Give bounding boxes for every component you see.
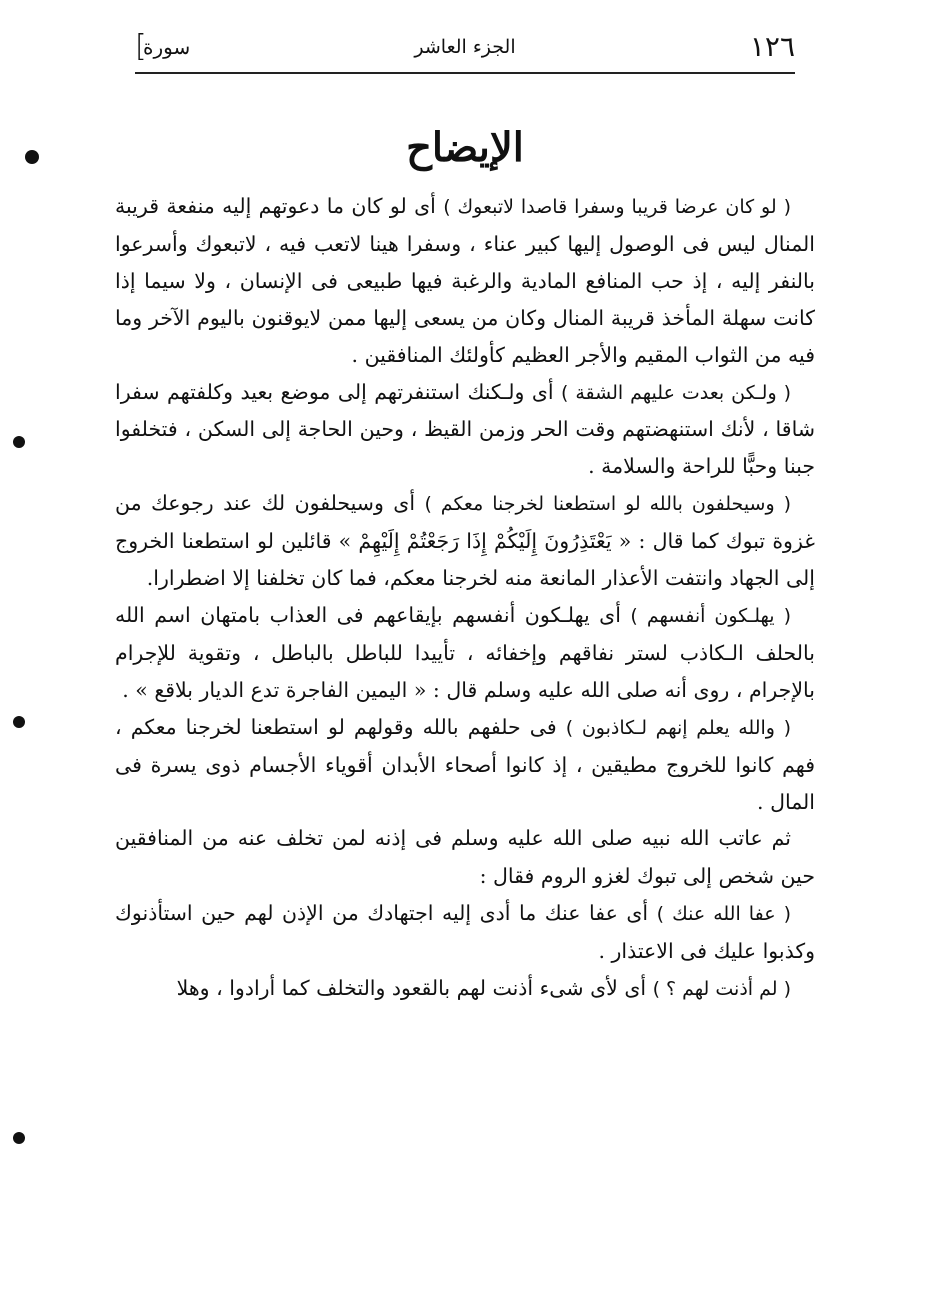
paragraph: [115, 485, 815, 597]
page-header: [135, 30, 795, 70]
paragraph: [115, 895, 815, 970]
paragraph: [115, 820, 815, 895]
paragraph: [115, 970, 815, 1008]
ink-blot-mark: [13, 716, 25, 728]
header-bracket: [: [135, 29, 147, 64]
paragraph-text: أى يهلـكون أنفسهم بإيقاعهم فى العذاب بامتهان اسم الله بالحلف الـكاذب لستر نفاقهم وإخفائه ، تأييدا للباطل بالباطل ، وتقوية للإجرام بالإجرام ، روى أنه صلى الله عليه وسلم قال : « اليمين الفاجرة تدع الديار بلاقع » .: [115, 602, 815, 702]
section-title: الإيضاح: [406, 124, 524, 171]
paragraph: [115, 597, 815, 709]
paragraph: [115, 188, 815, 374]
paragraph-text: أى وسيحلفون لك عند رجوعك من غزوة تبوك كما قال : « يَعْتَذِرُونَ إِلَيْكُمْ إِذَا رَجَعْتُمْ إِلَيْهِمْ » قائلين لو استطعنا الخروج إلى الجهاد وانتفت الأعذار المانعة منه لخرجنا معكم، فما كان تخلفنا إلا اضطرارا.: [115, 491, 815, 591]
body-text: [115, 188, 815, 1008]
header-rule: [135, 72, 795, 74]
quote: ( عفا الله عنك ): [656, 903, 791, 926]
quote: ( يهلـكون أنفسهم ): [630, 604, 791, 627]
page-number: ١٢٦: [749, 30, 795, 63]
quote: ( ولـكن بعدت عليهم الشقة ): [561, 381, 791, 404]
paragraph-text: أى لو كان ما دعوتهم إليه منفعة قريبة المنال ليس فى الوصول إليها كبير عناء ، وسفرا هينا لاتعب فيه ، لاتبعوك وأسرعوا بالنفر إليه ، إذ حب المنافع المادية والرغبة فيها طبيعى فى الإنسان ، ولا سيما إذا كانت سهلة المأخذ قريبة المنال وكان من يسعى إليها ممن لايوقنون باليوم الآخر وما فيه من الثواب المقيم والأجر العظيم كأولئك المنافقين .: [115, 194, 815, 367]
quote: ( والله يعلم إنهم لـكاذبون ): [565, 716, 792, 739]
quote: ( وسيحلفون بالله لو استطعنا لخرجنا معكم ): [424, 493, 791, 516]
paragraph: [115, 374, 815, 486]
surah-label: سورة: [143, 35, 191, 59]
ink-blot-mark: [13, 436, 25, 448]
paragraph: [115, 709, 815, 821]
ink-blot-mark: [25, 150, 39, 164]
ink-blot-mark: [13, 1132, 25, 1144]
paragraph-text: فى حلفهم بالله وقولهم لو استطعنا لخرجنا معكم ، فهم كانوا للخروج مطيقين ، إذ كانوا أصحاء الأبدان أقوياء الأجسام ذوى يسرة فى المال .: [115, 714, 815, 814]
running-title: الجزء العاشر: [414, 36, 516, 58]
quote: ( لو كان عرضا قريبا وسفرا قاصدا لاتبعوك ): [443, 196, 791, 218]
paragraph-text: أى عفا عنك ما أدى إليه اجتهادك من الإذن لهم حين استأذنوك وكذبوا عليك فى الاعتذار .: [115, 901, 815, 964]
paragraph-text: أى لأى شىء أذنت لهم بالقعود والتخلف كما أرادوا ، وهلا: [176, 976, 653, 1001]
paragraph-text: أى ولـكنك استنفرتهم إلى موضع بعيد وكلفتهم سفرا شاقا ، لأنك استنهضتهم وقت الحر وزمن القيظ ، وحين الحاجة إلى السكن ، فتخلفوا جبنا وحبًّا للراحة والسلامة .: [115, 379, 815, 479]
paragraph-text: ثم عاتب الله نبيه صلى الله عليه وسلم فى إذنه لمن تخلف عنه من المنافقين حين شخص إلى تبوك لغزو الروم فقال :: [115, 826, 815, 889]
quote: ( لم أذنت لهم ؟ ): [652, 978, 791, 1001]
